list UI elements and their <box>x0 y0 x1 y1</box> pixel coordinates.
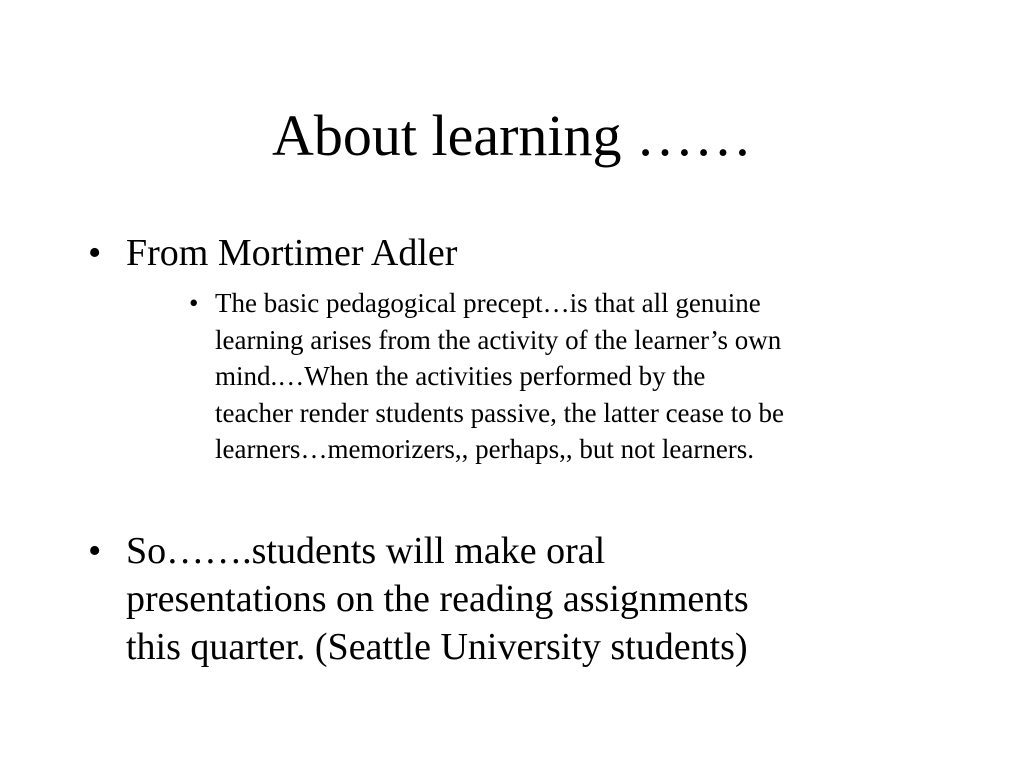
quote-line: teacher render students passive, the latter cease to be <box>215 397 784 428</box>
bullet-text: From Mortimer Adler <box>126 232 458 274</box>
quote-line: mind.…When the activities performed by the <box>215 361 706 391</box>
bullet-marker: • <box>88 232 102 274</box>
bullet-line: this quarter. (Seattle University students) <box>126 626 748 668</box>
bullet-line: presentations on the reading assignments <box>126 578 749 620</box>
bullet-text <box>126 527 749 671</box>
bullet-line: So…….students will make oral <box>126 530 606 572</box>
quote-line: learners…memorizers,, perhaps,, but not learners. <box>215 434 755 464</box>
bullet-marker: • <box>88 530 102 572</box>
bullet-item <box>88 229 988 277</box>
slide-title: About learning …… <box>271 103 753 168</box>
quote-line: learning arises from the activity of the learner’s own <box>215 324 782 355</box>
quote-line: The basic pedagogical precept…is that all genuine <box>215 288 761 318</box>
sub-bullet-quote <box>215 285 784 468</box>
sub-bullet-marker: • <box>189 288 199 318</box>
